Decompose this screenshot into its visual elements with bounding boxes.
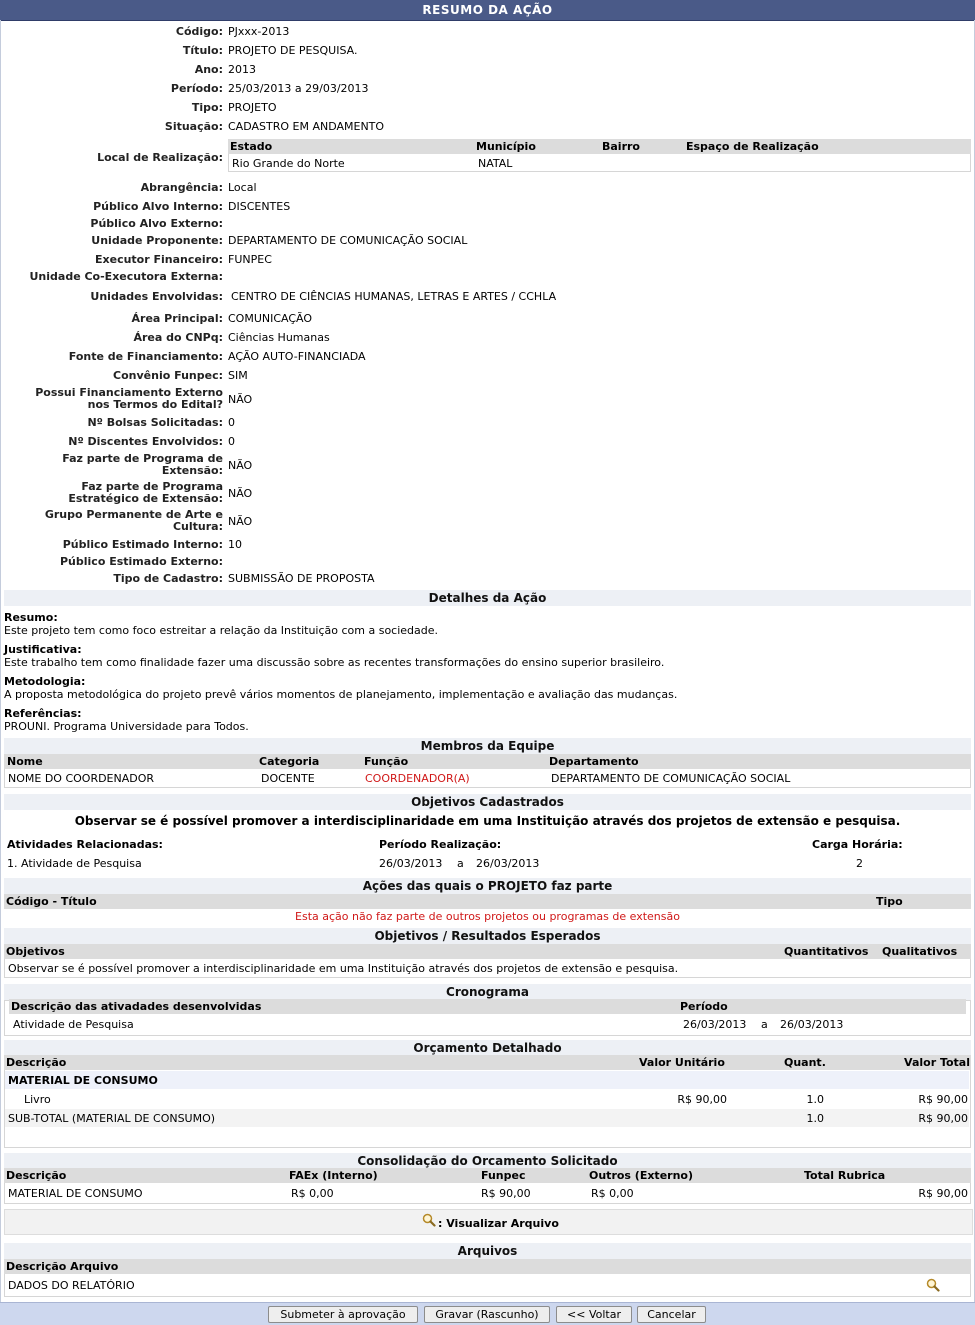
section-orcamento: Orçamento Detalhado <box>4 1040 971 1056</box>
resultados-col-objetivos: Objetivos <box>6 945 65 958</box>
field-value-abrangencia: Local <box>228 181 257 194</box>
section-resultados: Objetivos / Resultados Esperados <box>4 928 971 944</box>
section-acoes: Ações das quais o PROJETO faz parte <box>4 878 971 894</box>
field-value-periodo: 25/03/2013 a 29/03/2013 <box>228 82 369 95</box>
carga-horaria-header: Carga Horária: <box>812 838 903 851</box>
gravar-rascunho-button[interactable]: Gravar (Rascunho) <box>424 1306 550 1323</box>
membros-col-nome: Nome <box>7 755 43 768</box>
section-consolidacao: Consolidação do Orcamento Solicitado <box>4 1153 971 1169</box>
field-label-local: Local de Realização: <box>97 151 223 164</box>
label-line: Estratégico de Extensão: <box>68 492 223 505</box>
section-membros: Membros da Equipe <box>4 738 971 754</box>
orcamento-col-valor-unitario: Valor Unitário <box>639 1056 725 1069</box>
field-value-grupo-permanente: NÃO <box>228 515 253 528</box>
field-label-tipo: Tipo: <box>191 101 223 114</box>
field-label-area-cnpq: Área do CNPq: <box>133 331 223 344</box>
label-line: Extensão: <box>161 464 223 477</box>
consolidacao-col-total: Total Rubrica <box>804 1169 886 1182</box>
acoes-col-codigo: Código - Título <box>6 895 97 908</box>
consolidacao-col-faex: FAEx (Interno) <box>289 1169 378 1182</box>
consolidacao-funpec: R$ 90,00 <box>481 1187 531 1200</box>
membro-nome: NOME DO COORDENADOR <box>8 772 155 785</box>
field-label-area-principal: Área Principal: <box>131 312 223 325</box>
local-col-bairro: Bairro <box>602 140 640 153</box>
cronograma-header <box>9 999 966 1014</box>
field-label-periodo: Período: <box>170 82 223 95</box>
orcamento-col-valor-total: Valor Total <box>904 1056 970 1069</box>
justificativa-text: Este trabalho tem como finalidade fazer uma discussão sobre as recentes transformações do ensino superior brasileiro. <box>4 656 665 669</box>
membros-header <box>4 754 971 769</box>
field-label-fonte: Fonte de Financiamento: <box>68 350 223 363</box>
field-label-publico-interno: Público Alvo Interno: <box>93 200 223 213</box>
local-col-estado: Estado <box>230 140 273 153</box>
field-label-bolsas: Nº Bolsas Solicitadas: <box>87 416 223 429</box>
cronograma-col-periodo: Período <box>680 1000 728 1013</box>
page-title: RESUMO DA AÇÃO <box>0 0 975 21</box>
footer-bar <box>0 1302 975 1325</box>
acoes-header <box>4 894 971 909</box>
resultados-col-quantitativos: Quantitativos <box>784 945 869 958</box>
field-label-grupo-permanente <box>45 509 223 533</box>
field-label-publico-externo: Público Alvo Externo: <box>90 217 223 230</box>
atividades-header: Atividades Relacionadas: <box>7 838 163 851</box>
label-line: Cultura: <box>172 520 223 533</box>
cronograma-atividade: Atividade de Pesquisa <box>13 1018 134 1031</box>
resumo-label: Resumo: <box>4 611 58 624</box>
field-label-abrangencia: Abrangência: <box>140 181 223 194</box>
local-municipio: NATAL <box>478 157 513 170</box>
field-label-ano: Ano: <box>194 63 223 76</box>
metodologia-text: A proposta metodológica do projeto prevê vários momentos de planejamento, implementação e avaliação das mudanças. <box>4 688 678 701</box>
atividade-carga: 2 <box>856 857 863 870</box>
atividade-fim: 26/03/2013 <box>476 857 540 870</box>
orcamento-group: MATERIAL DE CONSUMO <box>8 1074 158 1087</box>
consolidacao-faex: R$ 0,00 <box>291 1187 334 1200</box>
arquivos-header <box>4 1259 971 1274</box>
field-value-estimado-interno: 10 <box>228 538 242 551</box>
submeter-button[interactable]: Submeter à aprovação <box>268 1306 418 1323</box>
label-line: Faz parte de Programa <box>81 480 223 493</box>
referencias-text: PROUNI. Programa Universidade para Todos. <box>4 720 249 733</box>
label-line: nos Termos do Edital? <box>87 398 223 411</box>
local-col-espaco: Espaço de Realização <box>686 140 819 153</box>
legend-visualizar-arquivo: : Visualizar Arquivo <box>438 1217 559 1230</box>
membro-funcao: COORDENADOR(A) <box>365 772 470 785</box>
membros-col-departamento: Departamento <box>549 755 639 768</box>
field-value-tipo-cadastro: SUBMISSÃO DE PROPOSTA <box>228 572 375 585</box>
voltar-button[interactable]: << Voltar <box>556 1306 632 1323</box>
field-value-programa-estrategico: NÃO <box>228 487 253 500</box>
field-label-situacao: Situação: <box>164 120 223 133</box>
resumo-text: Este projeto tem como foco estreitar a relação da Instituição com a sociedade. <box>4 624 439 637</box>
field-value-executor: FUNPEC <box>228 253 272 266</box>
orcamento-col-quant: Quant. <box>784 1056 826 1069</box>
label-line: Grupo Permanente de Arte e <box>44 508 223 521</box>
field-value-publico-interno: DISCENTES <box>228 200 291 213</box>
field-label-programa-extensao <box>62 453 223 477</box>
orcamento-subtotal-quant: 1.0 <box>806 1112 824 1125</box>
view-file-icon[interactable] <box>926 1278 940 1292</box>
arquivo-descricao: DADOS DO RELATÓRIO <box>8 1279 135 1292</box>
field-label-executor: Executor Financeiro: <box>95 253 223 266</box>
resultados-col-qualitativos: Qualitativos <box>882 945 958 958</box>
field-value-convenio: SIM <box>228 369 248 382</box>
field-value-area-principal: COMUNICAÇÃO <box>228 312 313 325</box>
local-table-header <box>228 139 971 154</box>
consolidacao-col-funpec: Funpec <box>481 1169 526 1182</box>
field-label-convenio: Convênio Funpec: <box>113 369 223 382</box>
metodologia-label: Metodologia: <box>4 675 86 688</box>
consolidacao-outros: R$ 0,00 <box>591 1187 634 1200</box>
field-label-unidades-envolvidas: Unidades Envolvidas: <box>90 290 223 303</box>
cronograma-col-descricao: Descrição das ativadades desenvolvidas <box>11 1000 262 1013</box>
section-objetivos-cadastrados: Objetivos Cadastrados <box>4 794 971 810</box>
orcamento-item-quant: 1.0 <box>806 1093 824 1106</box>
periodo-realizacao-header: Período Realização: <box>379 838 502 851</box>
atividade-inicio: 26/03/2013 <box>379 857 443 870</box>
field-label-tipo-cadastro: Tipo de Cadastro: <box>113 572 223 585</box>
orcamento-col-descricao: Descrição <box>6 1056 67 1069</box>
resultado-objetivo: Observar se é possível promover a interdisciplinaridade em uma Instituição através dos projetos de extensão e pesquisa. <box>8 962 679 975</box>
justificativa-label: Justificativa: <box>4 643 82 656</box>
local-estado: Rio Grande do Norte <box>232 157 345 170</box>
orcamento-item-nome: Livro <box>24 1093 51 1106</box>
arquivos-body <box>4 1274 971 1297</box>
magnifier-icon <box>422 1213 436 1227</box>
field-value-codigo: PJxxx-2013 <box>228 25 290 38</box>
orcamento-item-unitario: R$ 90,00 <box>677 1093 727 1106</box>
cronograma-a: a <box>761 1018 768 1031</box>
arquivos-col-descricao: Descrição Arquivo <box>6 1260 119 1273</box>
field-value-programa-extensao: NÃO <box>228 459 253 472</box>
section-detalhes: Detalhes da Ação <box>4 590 971 606</box>
section-cronograma: Cronograma <box>4 984 971 1000</box>
atividade-item: 1. Atividade de Pesquisa <box>7 857 142 870</box>
orcamento-subtotal-nome: SUB-TOTAL (MATERIAL DE CONSUMO) <box>8 1112 216 1125</box>
consolidacao-descricao: MATERIAL DE CONSUMO <box>8 1187 143 1200</box>
field-value-unidades-envolvidas: CENTRO DE CIÊNCIAS HUMANAS, LETRAS E ARTES / CCHLA <box>231 290 557 303</box>
field-label-discentes: Nº Discentes Envolvidos: <box>68 435 223 448</box>
field-label-coexecutora: Unidade Co-Executora Externa: <box>29 270 223 283</box>
field-value-tipo: PROJETO <box>228 101 277 114</box>
cronograma-fim: 26/03/2013 <box>780 1018 844 1031</box>
objetivo-texto: Observar se é possível promover a interdisciplinaridade em uma Instituição através dos projetos de extensão e pesquisa. <box>74 814 901 828</box>
section-arquivos: Arquivos <box>4 1243 971 1259</box>
atividade-a: a <box>457 857 464 870</box>
field-value-situacao: CADASTRO EM ANDAMENTO <box>228 120 385 133</box>
cronograma-inicio: 26/03/2013 <box>683 1018 747 1031</box>
field-value-ano: 2013 <box>228 63 256 76</box>
field-value-area-cnpq: Ciências Humanas <box>228 331 330 344</box>
cancelar-button[interactable]: Cancelar <box>637 1306 706 1323</box>
orcamento-header <box>4 1055 971 1070</box>
membros-col-categoria: Categoria <box>259 755 320 768</box>
acoes-empty-message: Esta ação não faz parte de outros projetos ou programas de extensão <box>295 910 680 923</box>
label-line: Possui Financiamento Externo <box>35 386 223 399</box>
field-value-bolsas: 0 <box>228 416 235 429</box>
membro-departamento: DEPARTAMENTO DE COMUNICAÇÃO SOCIAL <box>551 772 791 785</box>
field-value-financiamento-externo: NÃO <box>228 393 253 406</box>
field-label-titulo: Título: <box>182 44 223 57</box>
resultados-header <box>4 944 971 959</box>
label-line: Faz parte de Programa de <box>62 452 223 465</box>
field-label-estimado-interno: Público Estimado Interno: <box>62 538 223 551</box>
membros-col-funcao: Função <box>364 755 409 768</box>
field-label-estimado-externo: Público Estimado Externo: <box>60 555 223 568</box>
field-value-discentes: 0 <box>228 435 235 448</box>
field-label-programa-estrategico <box>68 481 223 505</box>
referencias-label: Referências: <box>4 707 82 720</box>
field-value-fonte: AÇÃO AUTO-FINANCIADA <box>228 350 366 363</box>
field-label-codigo: Código: <box>175 25 223 38</box>
consolidacao-total: R$ 90,00 <box>918 1187 968 1200</box>
consolidacao-col-descricao: Descrição <box>6 1169 67 1182</box>
local-col-municipio: Município <box>476 140 536 153</box>
membro-categoria: DOCENTE <box>261 772 315 785</box>
field-label-financiamento-externo <box>35 387 223 411</box>
consolidacao-header <box>4 1168 971 1183</box>
orcamento-item-total: R$ 90,00 <box>918 1093 968 1106</box>
field-value-titulo: PROJETO DE PESQUISA. <box>228 44 358 57</box>
consolidacao-col-outros: Outros (Externo) <box>589 1169 693 1182</box>
acoes-col-tipo: Tipo <box>876 895 903 908</box>
field-label-unidade-proponente: Unidade Proponente: <box>91 234 223 247</box>
field-value-unidade-proponente: DEPARTAMENTO DE COMUNICAÇÃO SOCIAL <box>228 234 468 247</box>
orcamento-subtotal-total: R$ 90,00 <box>918 1112 968 1125</box>
